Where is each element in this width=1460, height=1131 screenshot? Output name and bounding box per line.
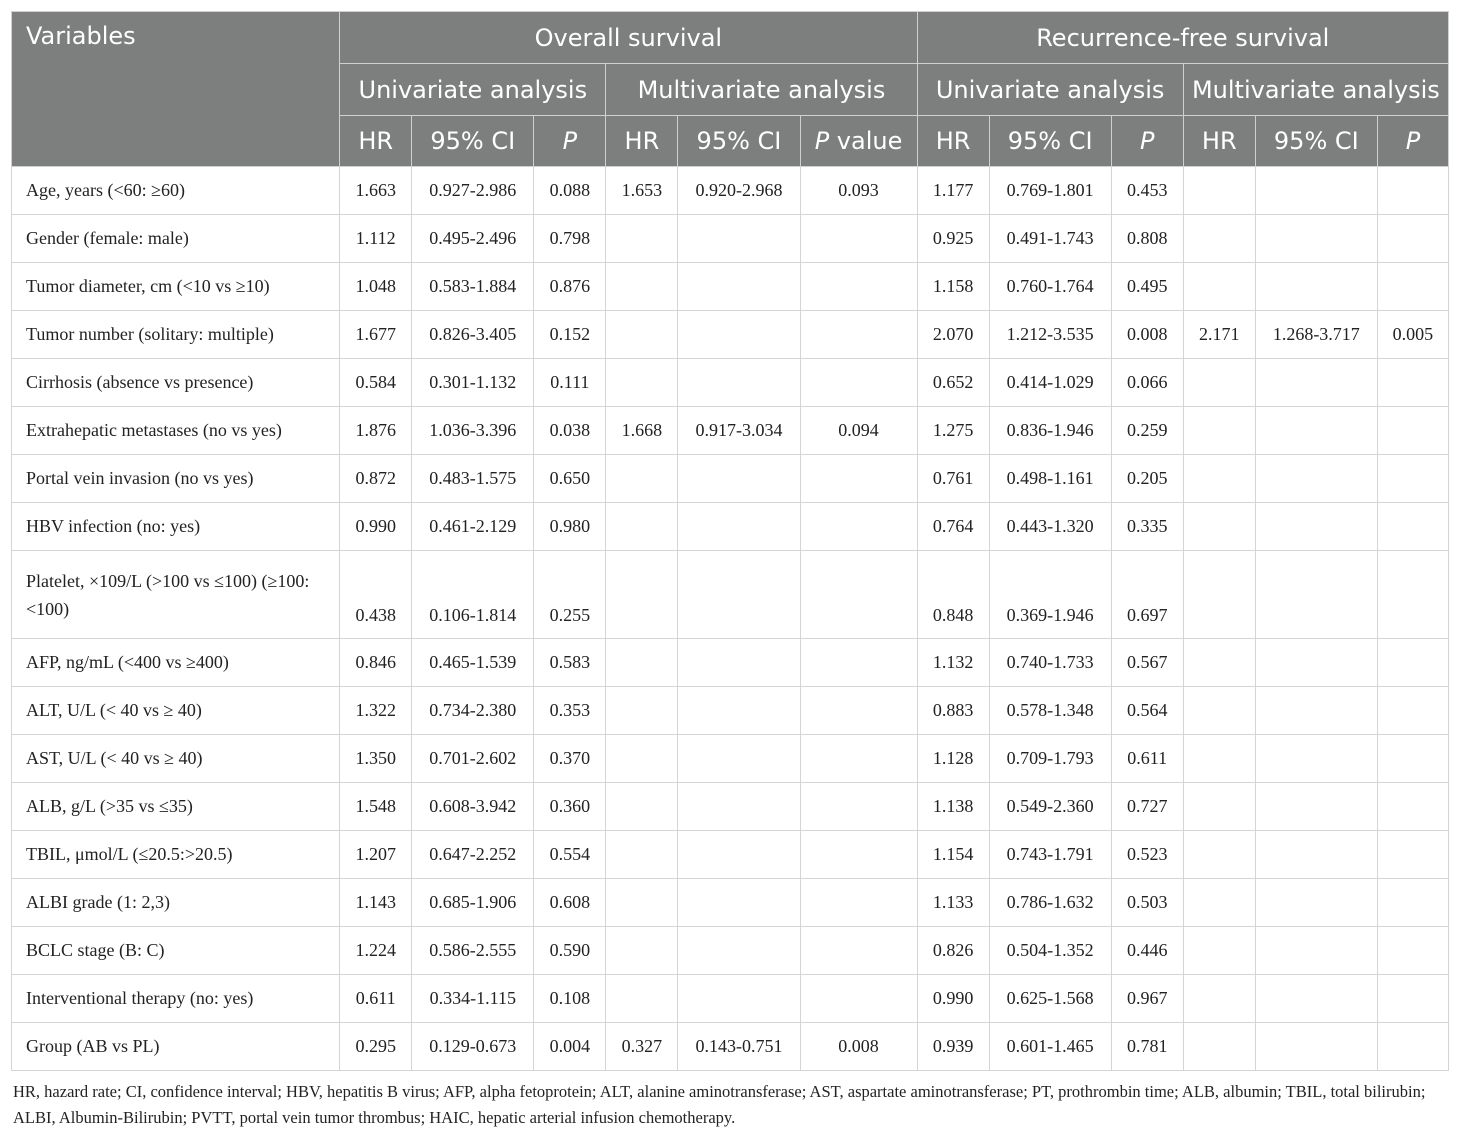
cell-variable: Interventional therapy (no: yes) [12, 975, 340, 1023]
cell-os-multi-hr [606, 975, 678, 1023]
cell-rfs-multi-ci [1255, 735, 1377, 783]
cell-os-multi-hr [606, 735, 678, 783]
table-row [12, 215, 1449, 263]
cell-rfs-multi-p [1377, 551, 1448, 639]
cell-os-uni-ci: 0.647-2.252 [412, 831, 534, 879]
cell-rfs-multi-p [1377, 687, 1448, 735]
cell-os-uni-ci: 0.465-1.539 [412, 639, 534, 687]
cell-variable: Platelet, ×109/L (>100 vs ≤100) (≥100:<100) [12, 551, 340, 639]
cell-rfs-uni-ci: 0.369-1.946 [989, 551, 1111, 639]
cell-rfs-multi-hr [1183, 687, 1255, 735]
table-row [12, 359, 1449, 407]
cell-rfs-uni-hr: 0.761 [917, 455, 989, 503]
cell-variable: BCLC stage (B: C) [12, 927, 340, 975]
cell-rfs-uni-p: 0.008 [1111, 311, 1183, 359]
cell-rfs-multi-p [1377, 879, 1448, 927]
cell-os-uni-p: 0.590 [534, 927, 606, 975]
cell-os-multi-ci [678, 831, 800, 879]
header-overall-survival: Overall survival [340, 12, 917, 64]
cell-rfs-uni-ci: 0.743-1.791 [989, 831, 1111, 879]
cell-os-uni-ci: 0.608-3.942 [412, 783, 534, 831]
cell-rfs-uni-p: 0.567 [1111, 639, 1183, 687]
header-rfs-uni-p: P [1111, 116, 1183, 167]
cell-rfs-uni-ci: 0.601-1.465 [989, 1023, 1111, 1071]
cell-rfs-multi-ci [1255, 975, 1377, 1023]
table-row [12, 687, 1449, 735]
header-rfs-uni-ci: 95% CI [989, 116, 1111, 167]
cell-os-multi-p: 0.093 [800, 167, 917, 215]
cell-rfs-multi-p [1377, 407, 1448, 455]
cell-os-multi-hr [606, 311, 678, 359]
cell-os-uni-ci: 0.586-2.555 [412, 927, 534, 975]
cell-rfs-multi-hr [1183, 1023, 1255, 1071]
cell-rfs-uni-ci: 0.709-1.793 [989, 735, 1111, 783]
cell-variable: AFP, ng/mL (<400 vs ≥400) [12, 639, 340, 687]
cell-os-uni-p: 0.370 [534, 735, 606, 783]
cell-os-uni-ci: 0.701-2.602 [412, 735, 534, 783]
cell-rfs-uni-hr: 1.177 [917, 167, 989, 215]
cell-rfs-multi-ci [1255, 359, 1377, 407]
cell-os-uni-ci: 0.685-1.906 [412, 879, 534, 927]
cell-os-multi-hr [606, 503, 678, 551]
cell-os-uni-ci: 0.129-0.673 [412, 1023, 534, 1071]
cell-os-multi-hr [606, 879, 678, 927]
cell-os-uni-hr: 1.207 [340, 831, 412, 879]
cell-rfs-multi-hr [1183, 551, 1255, 639]
cell-rfs-uni-p: 0.611 [1111, 735, 1183, 783]
cell-rfs-multi-p [1377, 359, 1448, 407]
cell-os-uni-hr: 1.876 [340, 407, 412, 455]
cell-rfs-uni-ci: 0.836-1.946 [989, 407, 1111, 455]
cell-rfs-uni-hr: 1.132 [917, 639, 989, 687]
cell-rfs-multi-p [1377, 167, 1448, 215]
cell-os-multi-hr [606, 215, 678, 263]
cell-rfs-uni-hr: 1.275 [917, 407, 989, 455]
cell-os-uni-hr: 1.224 [340, 927, 412, 975]
cell-rfs-multi-p [1377, 927, 1448, 975]
cell-os-uni-p: 0.255 [534, 551, 606, 639]
cell-rfs-multi-p [1377, 975, 1448, 1023]
cell-os-uni-hr: 0.872 [340, 455, 412, 503]
cell-os-multi-p: 0.008 [800, 1023, 917, 1071]
cell-rfs-multi-ci [1255, 783, 1377, 831]
table-row [12, 551, 1449, 639]
table-row [12, 831, 1449, 879]
table-row [12, 735, 1449, 783]
cell-os-uni-hr: 0.438 [340, 551, 412, 639]
cell-os-multi-p [800, 783, 917, 831]
header-os-multi-p: P [814, 127, 830, 155]
header-os-univariate: Univariate analysis [340, 64, 606, 116]
cell-rfs-uni-ci: 0.786-1.632 [989, 879, 1111, 927]
cell-os-multi-ci [678, 215, 800, 263]
cell-rfs-multi-p [1377, 1023, 1448, 1071]
header-os-multi-p-value [800, 116, 917, 167]
cell-rfs-uni-p: 0.523 [1111, 831, 1183, 879]
cell-rfs-multi-ci [1255, 879, 1377, 927]
cell-rfs-uni-p: 0.259 [1111, 407, 1183, 455]
cell-os-uni-p: 0.088 [534, 167, 606, 215]
cell-os-multi-p [800, 639, 917, 687]
cell-os-multi-ci [678, 687, 800, 735]
cell-os-multi-p [800, 735, 917, 783]
cell-os-multi-hr: 1.668 [606, 407, 678, 455]
cell-os-multi-ci [678, 879, 800, 927]
cell-os-uni-hr: 1.048 [340, 263, 412, 311]
cell-rfs-multi-hr [1183, 503, 1255, 551]
cell-os-uni-p: 0.650 [534, 455, 606, 503]
cell-os-uni-hr: 1.350 [340, 735, 412, 783]
cell-rfs-uni-ci: 0.760-1.764 [989, 263, 1111, 311]
cell-rfs-multi-p [1377, 783, 1448, 831]
cell-rfs-multi-ci [1255, 263, 1377, 311]
table-row [12, 167, 1449, 215]
cell-rfs-uni-p: 0.697 [1111, 551, 1183, 639]
cell-variable: Tumor diameter, cm (<10 vs ≥10) [12, 263, 340, 311]
cell-rfs-multi-p [1377, 503, 1448, 551]
cell-os-multi-ci [678, 975, 800, 1023]
cell-rfs-multi-p [1377, 639, 1448, 687]
cell-os-multi-hr: 0.327 [606, 1023, 678, 1071]
cell-rfs-uni-hr: 1.138 [917, 783, 989, 831]
cell-os-uni-hr: 0.295 [340, 1023, 412, 1071]
cell-rfs-multi-ci [1255, 215, 1377, 263]
cell-variable: Tumor number (solitary: multiple) [12, 311, 340, 359]
cell-rfs-multi-ci [1255, 927, 1377, 975]
cell-os-multi-p [800, 311, 917, 359]
table-row [12, 1023, 1449, 1071]
cell-os-uni-ci: 0.826-3.405 [412, 311, 534, 359]
cell-rfs-uni-hr: 0.848 [917, 551, 989, 639]
cell-os-uni-p: 0.583 [534, 639, 606, 687]
header-variables: Variables [12, 12, 340, 167]
cell-os-multi-p [800, 831, 917, 879]
cell-os-multi-hr [606, 639, 678, 687]
table-row [12, 975, 1449, 1023]
cell-os-multi-p [800, 263, 917, 311]
cell-os-multi-hr [606, 359, 678, 407]
cell-rfs-uni-hr: 1.133 [917, 879, 989, 927]
cell-variable: TBIL, μmol/L (≤20.5:>20.5) [12, 831, 340, 879]
cell-rfs-multi-ci [1255, 455, 1377, 503]
cell-rfs-multi-ci [1255, 639, 1377, 687]
cell-rfs-multi-p: 0.005 [1377, 311, 1448, 359]
cell-rfs-multi-ci [1255, 1023, 1377, 1071]
cell-rfs-multi-hr [1183, 879, 1255, 927]
cell-os-uni-hr: 1.663 [340, 167, 412, 215]
cell-rfs-uni-ci: 0.504-1.352 [989, 927, 1111, 975]
table-row [12, 407, 1449, 455]
cell-os-uni-p: 0.111 [534, 359, 606, 407]
cell-rfs-multi-ci [1255, 687, 1377, 735]
table-row [12, 927, 1449, 975]
cell-os-multi-hr [606, 783, 678, 831]
cell-rfs-uni-p: 0.808 [1111, 215, 1183, 263]
cell-rfs-uni-p: 0.564 [1111, 687, 1183, 735]
header-os-multi-hr: HR [606, 116, 678, 167]
cell-rfs-multi-hr [1183, 783, 1255, 831]
cell-os-multi-ci [678, 927, 800, 975]
cell-rfs-uni-ci: 0.549-2.360 [989, 783, 1111, 831]
cell-variable: AST, U/L (< 40 vs ≥ 40) [12, 735, 340, 783]
cell-os-multi-ci [678, 503, 800, 551]
cell-rfs-uni-hr: 0.826 [917, 927, 989, 975]
cell-variable: Gender (female: male) [12, 215, 340, 263]
cell-rfs-multi-ci [1255, 551, 1377, 639]
header-rfs-multivariate: Multivariate analysis [1183, 64, 1448, 116]
cell-rfs-uni-p: 0.335 [1111, 503, 1183, 551]
cell-rfs-uni-p: 0.446 [1111, 927, 1183, 975]
cell-rfs-uni-hr: 0.883 [917, 687, 989, 735]
cell-rfs-uni-hr: 0.939 [917, 1023, 989, 1071]
cell-rfs-uni-hr: 1.154 [917, 831, 989, 879]
cell-os-multi-hr [606, 831, 678, 879]
header-rfs-uni-hr: HR [917, 116, 989, 167]
cell-rfs-multi-p [1377, 831, 1448, 879]
cell-os-multi-hr [606, 927, 678, 975]
cell-os-multi-ci [678, 263, 800, 311]
header-os-multi-ci: 95% CI [678, 116, 800, 167]
cell-rfs-multi-hr [1183, 639, 1255, 687]
cell-os-uni-ci: 0.734-2.380 [412, 687, 534, 735]
cell-os-uni-ci: 0.583-1.884 [412, 263, 534, 311]
cell-os-uni-p: 0.554 [534, 831, 606, 879]
cell-variable: Cirrhosis (absence vs presence) [12, 359, 340, 407]
table-row [12, 311, 1449, 359]
cell-os-uni-ci: 0.334-1.115 [412, 975, 534, 1023]
cell-os-multi-p: 0.094 [800, 407, 917, 455]
cell-os-multi-p [800, 879, 917, 927]
table-row [12, 263, 1449, 311]
cell-os-multi-p [800, 551, 917, 639]
cell-os-multi-ci [678, 551, 800, 639]
cell-os-multi-p [800, 359, 917, 407]
cell-rfs-uni-hr: 0.990 [917, 975, 989, 1023]
header-rfs-multi-ci: 95% CI [1255, 116, 1377, 167]
cell-os-multi-p [800, 215, 917, 263]
cell-os-uni-ci: 0.461-2.129 [412, 503, 534, 551]
cell-rfs-uni-p: 0.967 [1111, 975, 1183, 1023]
table-header [12, 12, 1449, 167]
cell-rfs-multi-hr [1183, 215, 1255, 263]
cell-rfs-uni-ci: 0.625-1.568 [989, 975, 1111, 1023]
survival-analysis-table [11, 11, 1449, 1071]
cell-os-multi-hr [606, 687, 678, 735]
cell-os-multi-p [800, 687, 917, 735]
cell-rfs-uni-hr: 0.652 [917, 359, 989, 407]
table-row [12, 503, 1449, 551]
cell-rfs-multi-ci [1255, 407, 1377, 455]
cell-rfs-uni-p: 0.205 [1111, 455, 1183, 503]
header-os-uni-ci: 95% CI [412, 116, 534, 167]
cell-os-multi-p [800, 503, 917, 551]
cell-rfs-multi-ci [1255, 167, 1377, 215]
cell-os-multi-hr [606, 263, 678, 311]
cell-os-uni-hr: 1.548 [340, 783, 412, 831]
cell-variable: HBV infection (no: yes) [12, 503, 340, 551]
cell-os-multi-ci: 0.920-2.968 [678, 167, 800, 215]
cell-os-uni-ci: 0.106-1.814 [412, 551, 534, 639]
cell-os-multi-ci [678, 311, 800, 359]
header-os-multivariate: Multivariate analysis [606, 64, 917, 116]
cell-rfs-uni-p: 0.781 [1111, 1023, 1183, 1071]
cell-os-uni-p: 0.108 [534, 975, 606, 1023]
cell-rfs-multi-p [1377, 215, 1448, 263]
cell-os-uni-p: 0.608 [534, 879, 606, 927]
cell-rfs-uni-ci: 1.212-3.535 [989, 311, 1111, 359]
cell-os-uni-p: 0.038 [534, 407, 606, 455]
cell-rfs-uni-ci: 0.498-1.161 [989, 455, 1111, 503]
cell-os-uni-ci: 0.495-2.496 [412, 215, 534, 263]
cell-rfs-uni-hr: 2.070 [917, 311, 989, 359]
cell-rfs-multi-hr: 2.171 [1183, 311, 1255, 359]
table-row [12, 879, 1449, 927]
cell-os-uni-p: 0.152 [534, 311, 606, 359]
header-rfs-univariate: Univariate analysis [917, 64, 1183, 116]
cell-rfs-multi-ci [1255, 503, 1377, 551]
cell-rfs-uni-hr: 0.764 [917, 503, 989, 551]
cell-rfs-uni-ci: 0.414-1.029 [989, 359, 1111, 407]
cell-variable: ALBI grade (1: 2,3) [12, 879, 340, 927]
cell-os-multi-hr [606, 551, 678, 639]
cell-rfs-multi-p [1377, 735, 1448, 783]
cell-rfs-multi-hr [1183, 927, 1255, 975]
cell-rfs-multi-hr [1183, 735, 1255, 783]
cell-os-uni-hr: 1.112 [340, 215, 412, 263]
cell-os-uni-hr: 0.846 [340, 639, 412, 687]
table-body [12, 167, 1449, 1071]
cell-rfs-uni-hr: 1.128 [917, 735, 989, 783]
cell-rfs-uni-p: 0.495 [1111, 263, 1183, 311]
cell-rfs-multi-hr [1183, 407, 1255, 455]
cell-variable: Group (AB vs PL) [12, 1023, 340, 1071]
header-rfs-multi-hr: HR [1183, 116, 1255, 167]
cell-rfs-multi-hr [1183, 831, 1255, 879]
cell-os-uni-p: 0.798 [534, 215, 606, 263]
cell-rfs-uni-ci: 0.578-1.348 [989, 687, 1111, 735]
cell-rfs-multi-hr [1183, 975, 1255, 1023]
header-recurrence-free-survival: Recurrence-free survival [917, 12, 1448, 64]
cell-rfs-multi-ci: 1.268-3.717 [1255, 311, 1377, 359]
header-os-multi-p-suffix: value [829, 127, 903, 155]
cell-os-uni-p: 0.353 [534, 687, 606, 735]
cell-os-multi-hr: 1.653 [606, 167, 678, 215]
cell-os-uni-ci: 1.036-3.396 [412, 407, 534, 455]
cell-os-uni-ci: 0.483-1.575 [412, 455, 534, 503]
cell-rfs-uni-ci: 0.769-1.801 [989, 167, 1111, 215]
cell-variable: ALB, g/L (>35 vs ≤35) [12, 783, 340, 831]
cell-os-multi-hr [606, 455, 678, 503]
cell-rfs-multi-hr [1183, 167, 1255, 215]
cell-rfs-multi-ci [1255, 831, 1377, 879]
cell-os-uni-hr: 1.143 [340, 879, 412, 927]
cell-rfs-multi-hr [1183, 263, 1255, 311]
cell-rfs-uni-p: 0.727 [1111, 783, 1183, 831]
cell-os-uni-ci: 0.301-1.132 [412, 359, 534, 407]
cell-os-uni-hr: 1.677 [340, 311, 412, 359]
cell-os-multi-ci [678, 639, 800, 687]
cell-os-uni-p: 0.004 [534, 1023, 606, 1071]
cell-os-multi-p [800, 927, 917, 975]
cell-os-uni-hr: 0.584 [340, 359, 412, 407]
cell-rfs-multi-p [1377, 455, 1448, 503]
cell-os-multi-ci: 0.917-3.034 [678, 407, 800, 455]
cell-variable: Extrahepatic metastases (no vs yes) [12, 407, 340, 455]
cell-os-uni-hr: 0.990 [340, 503, 412, 551]
cell-os-uni-hr: 0.611 [340, 975, 412, 1023]
cell-rfs-uni-ci: 0.491-1.743 [989, 215, 1111, 263]
header-os-uni-hr: HR [340, 116, 412, 167]
cell-os-uni-ci: 0.927-2.986 [412, 167, 534, 215]
cell-rfs-uni-ci: 0.443-1.320 [989, 503, 1111, 551]
cell-os-uni-p: 0.876 [534, 263, 606, 311]
cell-rfs-uni-ci: 0.740-1.733 [989, 639, 1111, 687]
table-row [12, 455, 1449, 503]
cell-os-uni-p: 0.980 [534, 503, 606, 551]
cell-rfs-uni-p: 0.503 [1111, 879, 1183, 927]
table-footnote: HR, hazard rate; CI, confidence interval; HBV, hepatitis B virus; AFP, alpha fetoprotein; ALT, alanine aminotransferase; AST, aspartate aminotransferase; PT, prothrombin time; ALB, albumin; TBIL, total bilirubin; ALBI, Albumin-Bilirubin; PVTT, portal vein tumor thrombus; HAIC, hepatic arterial infusion chemotherapy. [13, 1082, 1426, 1127]
cell-os-multi-ci: 0.143-0.751 [678, 1023, 800, 1071]
table-row [12, 783, 1449, 831]
table-row [12, 639, 1449, 687]
cell-os-multi-ci [678, 735, 800, 783]
header-rfs-multi-p: P [1377, 116, 1448, 167]
cell-rfs-multi-hr [1183, 455, 1255, 503]
cell-rfs-uni-p: 0.453 [1111, 167, 1183, 215]
cell-os-uni-p: 0.360 [534, 783, 606, 831]
table-container [11, 11, 1449, 1131]
cell-variable: ALT, U/L (< 40 vs ≥ 40) [12, 687, 340, 735]
cell-rfs-uni-p: 0.066 [1111, 359, 1183, 407]
cell-os-multi-ci [678, 455, 800, 503]
cell-os-multi-p [800, 975, 917, 1023]
cell-rfs-multi-hr [1183, 359, 1255, 407]
cell-os-uni-hr: 1.322 [340, 687, 412, 735]
cell-os-multi-ci [678, 359, 800, 407]
cell-variable: Age, years (<60: ≥60) [12, 167, 340, 215]
header-os-uni-p: P [534, 116, 606, 167]
cell-os-multi-p [800, 455, 917, 503]
cell-rfs-uni-hr: 0.925 [917, 215, 989, 263]
cell-rfs-uni-hr: 1.158 [917, 263, 989, 311]
cell-variable: Portal vein invasion (no vs yes) [12, 455, 340, 503]
cell-os-multi-ci [678, 783, 800, 831]
cell-rfs-multi-p [1377, 263, 1448, 311]
